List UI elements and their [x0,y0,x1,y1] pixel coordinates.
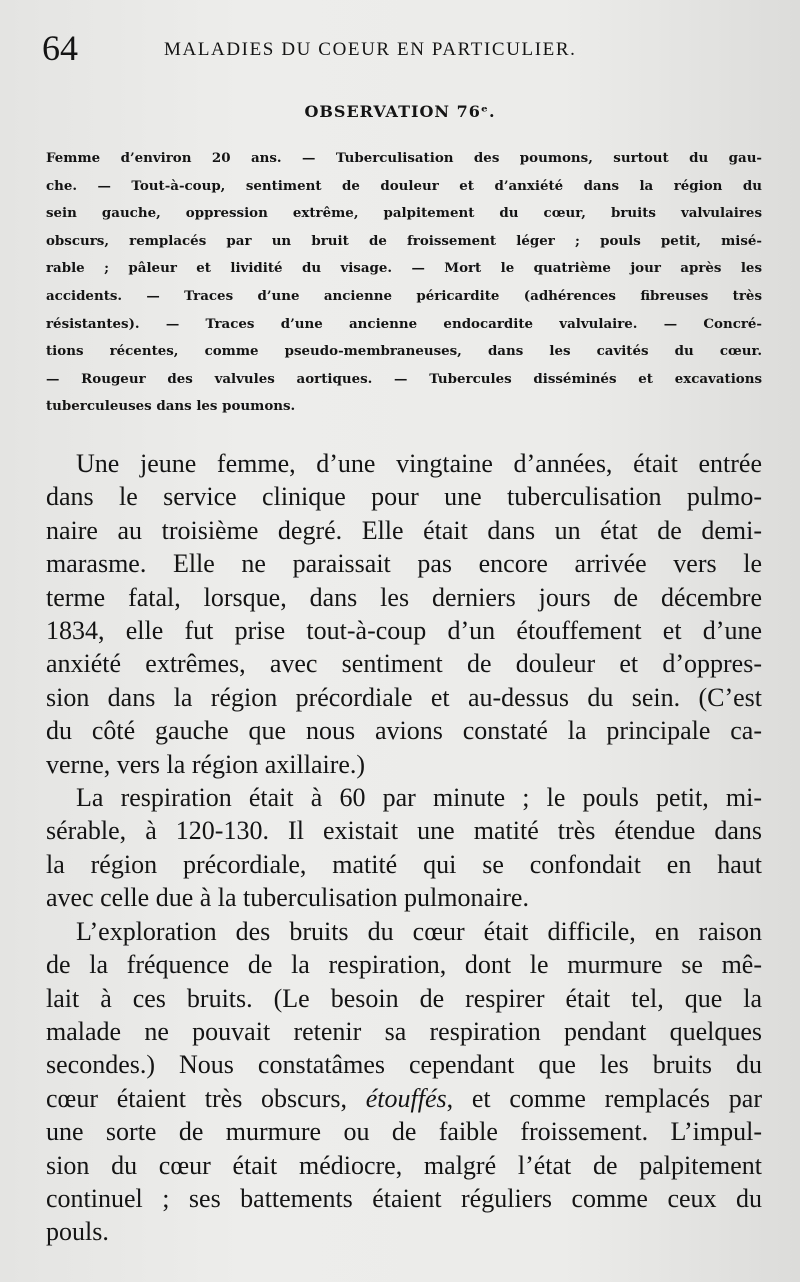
body-line: de la fréquence de la respiration, dont le murmure se mê- [46,950,762,980]
body-line: terme fatal, lorsque, dans les derniers jours de décembre [46,582,762,612]
body-line: sion du cœur était médiocre, malgré l’état de palpitement [46,1150,762,1180]
summary-line: obscurs, remplacés par un bruit de froissement léger ; pouls petit, misé- [46,232,762,249]
summary-line: sein gauche, oppression extrême, palpitement du cœur, bruits valvulaires [46,205,762,222]
body-line: marasme. Elle ne paraissait pas encore arrivée vers le [46,549,762,579]
body-line: secondes.) Nous constatâmes cependant que les bruits du [46,1050,762,1080]
body-line: L’exploration des bruits du cœur était difficile, en raison [76,916,762,946]
summary-line: accidents. — Traces d’une ancienne péricardite (adhérences fibreuses très [46,287,762,304]
body-line: une sorte de murmure ou de faible froissement. L’impul- [46,1117,762,1147]
body-line: naire au troisième degré. Elle était dans un état de demi- [46,515,762,545]
body-line: 1834, elle fut prise tout-à-coup d’un étouffement et d’une [46,616,762,646]
paragraph-3 [46,915,762,1249]
body-line: anxiété extrêmes, avec sentiment de douleur et d’oppres- [46,649,762,679]
summary-line: rable ; pâleur et lividité du visage. — Mort le quatrième jour après les [46,260,762,277]
summary-line: tuberculeuses dans les poumons. [46,398,296,415]
body-text [46,447,762,1249]
italic-word: étouffés [365,1083,447,1113]
body-line: sérable, à 120-130. Il existait une matité très étendue dans [46,816,762,846]
page-header [42,28,762,68]
body-line: du côté gauche que nous avions constaté la principale ca- [46,716,762,746]
summary-line: tions récentes, comme pseudo-membraneuses, dans les cavités du cœur. [46,343,762,360]
summary-line: che. — Tout-à-coup, sentiment de douleur et d’anxiété dans la région du [46,177,762,194]
body-line-with-italic [46,1082,762,1115]
body-line: sion dans la région précordiale et au-dessus du sein. (C’est [46,682,762,712]
body-line: avec celle due à la tuberculisation pulmonaire. [46,883,529,913]
body-line: continuel ; ses battements étaient réguliers comme ceux du [46,1183,762,1213]
running-title: MALADIES DU COEUR EN PARTICULIER. [164,39,577,60]
summary-line: résistantes). — Traces d’une ancienne endocardite valvulaire. — Concré- [46,315,762,332]
page-number: 64 [42,28,78,68]
body-line: Une jeune femme, d’une vingtaine d’années, était entrée [76,449,762,478]
summary-line: Femme d’environ 20 ans. — Tuberculisation des poumons, surtout du gau- [46,150,762,166]
body-fragment: cœur étaient très obscurs, [46,1083,366,1113]
body-line: dans le service clinique pour une tuberculisation pulmo- [46,482,762,512]
paragraph-1 [46,447,762,781]
body-fragment: , et comme remplacés par [446,1083,762,1113]
summary-line: — Rougeur des valvules aortiques. — Tubercules disséminés et excavations [46,370,762,387]
observation-title: OBSERVATION 76ᵉ. [304,102,496,121]
body-line: malade ne pouvait retenir sa respiration pendant quelques [46,1016,762,1046]
body-line: pouls. [46,1217,109,1247]
body-line: La respiration était à 60 par minute ; le pouls petit, mi- [76,783,762,813]
body-line: lait à ces bruits. (Le besoin de respirer était tel, que la [46,983,762,1013]
observation-summary [46,145,762,421]
body-line: la région précordiale, matité qui se confondait en haut [46,849,762,879]
body-line: verne, vers la région axillaire.) [46,749,366,779]
paragraph-2 [46,781,762,915]
